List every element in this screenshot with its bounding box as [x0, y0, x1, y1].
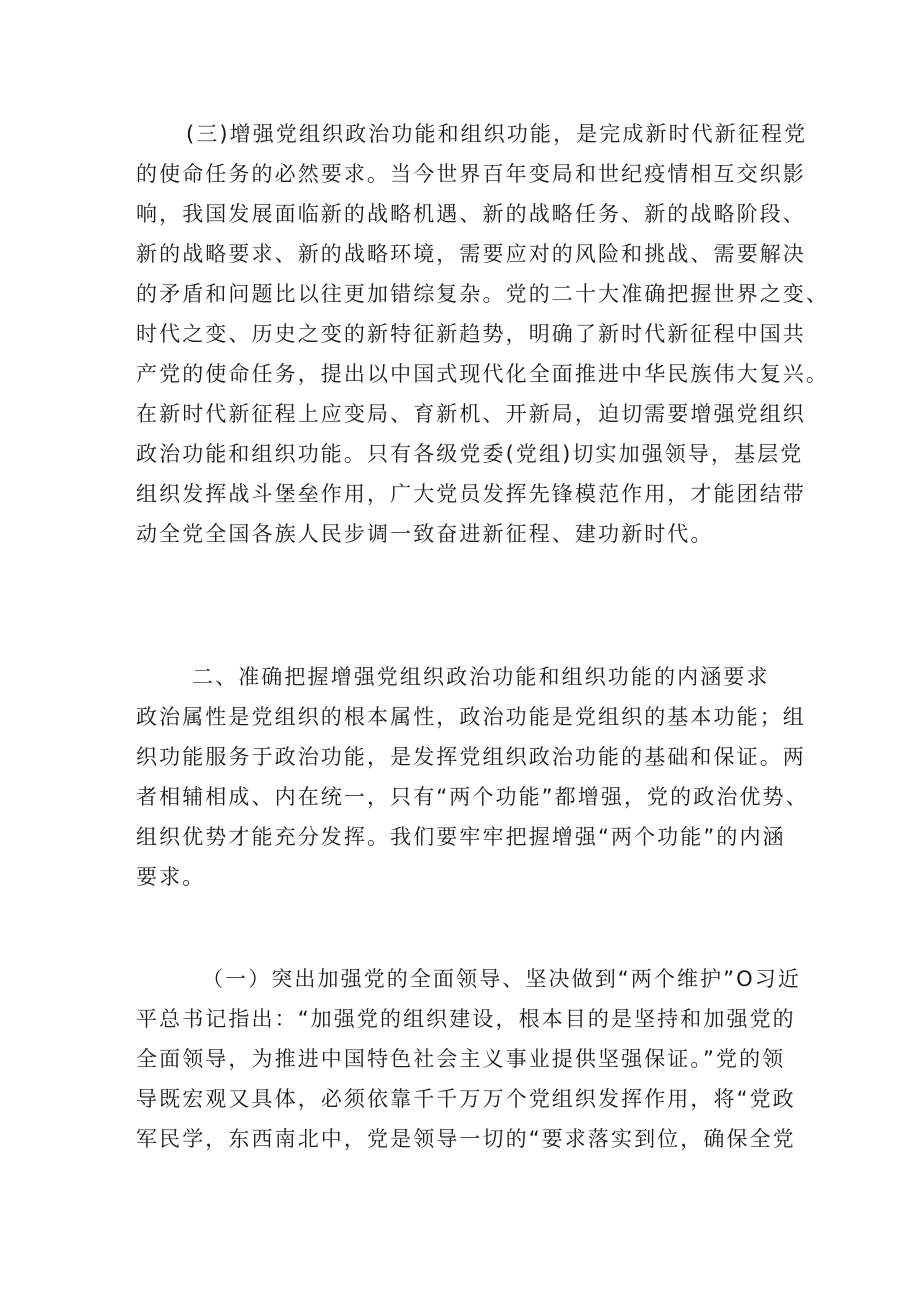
text-line: (三)增强党组织政治功能和组织功能，是完成新时代新征程党	[186, 122, 808, 146]
text-line: 组织优势才能充分发挥。我们要牢牢把握增强“两个功能”的内涵	[136, 825, 786, 849]
text-line: 的矛盾和问题比以往更加错综复杂。党的二十大准确把握世界之变、	[136, 282, 829, 306]
text-line: 军民学，东西南北中，党是领导一切的“要求落实到位，确保全党	[136, 1127, 796, 1151]
text-line: 平总书记指出：“加强党的组织建设，根本目的是坚持和加强党的	[136, 1007, 796, 1031]
text-line: 政治功能和组织功能。只有各级党委(党组)切实加强领导，基层党	[136, 442, 804, 466]
text-line: 的使命任务的必然要求。当今世界百年变局和世纪疫情相互交织影	[136, 162, 806, 186]
text-line: 组织发挥战斗堡垒作用，广大党员发挥先锋模范作用，才能团结带	[136, 482, 806, 506]
text-line: 在新时代新征程上应变局、育新机、开新局，迫切需要增强党组织	[136, 402, 806, 426]
text-line: 全面领导，为推进中国特色社会主义事业提供坚强保证。”党的领	[136, 1047, 786, 1071]
paragraph-section-3	[136, 114, 829, 554]
section-heading	[136, 657, 776, 697]
paragraph-political-attribute	[136, 697, 809, 897]
text-line: 动全党全国各族人民步调一致奋进新征程、建功新时代。	[136, 522, 714, 546]
text-line: 导既宏观又具体，必须依靠千千万万个党组织发挥作用，将“党政	[136, 1087, 796, 1111]
text-line: 响，我国发展面临新的战略机遇、新的战略任务、新的战略阶段、	[136, 202, 806, 226]
text-line: 要求。	[136, 865, 206, 889]
text-line: 新的战略要求、新的战略环境，需要应对的风险和挑战、需要解决	[136, 242, 806, 266]
text-line: 产党的使命任务，提出以中国式现代化全面推进中华民族伟大复兴。	[136, 362, 829, 386]
text-line: 政治属性是党组织的根本属性，政治功能是党组织的基本功能；组	[136, 705, 806, 729]
text-line: 时代之变、历史之变的新特征新趋势，明确了新时代新征程中国共	[136, 322, 806, 346]
text-line: 者相辅相成、内在统一，只有“两个功能”都增强，党的政治优势、	[136, 785, 809, 809]
paragraph-subsection-1	[136, 959, 801, 1159]
heading-text: 二、准确把握增强党组织政治功能和组织功能的内涵要求	[192, 665, 770, 689]
text-line: （一）突出加强党的全面领导、坚决做到“两个维护”O习近	[202, 967, 801, 991]
text-line: 织功能服务于政治功能，是发挥党组织政治功能的基础和保证。两	[136, 745, 806, 769]
